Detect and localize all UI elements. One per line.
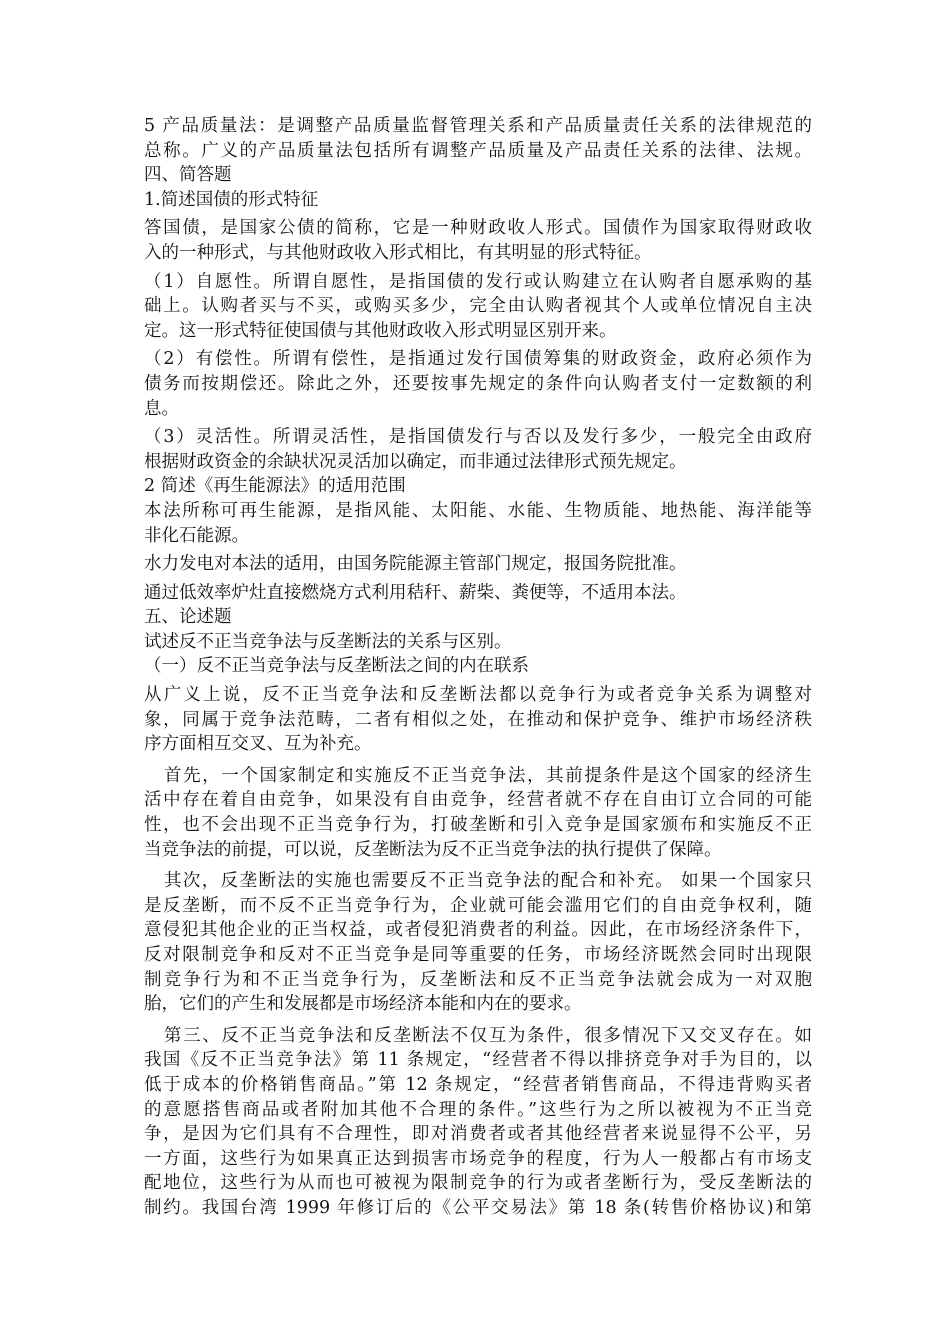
- text-line: 定。这一形式特征使国债与其他财政收入形式明显区别开来。: [144, 320, 617, 341]
- text-line: 从广义上说，反不正当竞争法和反垄断法都以竞争行为或者竞争关系为调整对: [144, 685, 812, 706]
- text-line: 争，是因为它们具有不合理性，即对消费者或者其他经营者来说显得不公平，另: [144, 1124, 812, 1145]
- text-line: 债务而按期偿还。除此之外，还要按事先规定的条件向认购者支付一定数额的利: [144, 373, 812, 394]
- subsection-heading: （一）反不正当竞争法与反垄断法之间的内在联系: [144, 656, 529, 677]
- text-line: 一方面，这些行为如果真正达到损害市场竞争的程度，行为人一般都占有市场支: [144, 1148, 812, 1169]
- question-heading: 2 简述《再生能源法》的适用范围: [144, 476, 406, 497]
- text-line: 入的一种形式，与其他财政收入形式相比，有其明显的形式特征。: [144, 242, 652, 263]
- section-heading: 五、论述题: [144, 607, 232, 628]
- text-line: 根据财政资金的余缺状况灵活加以确定，而非通过法律形式预先规定。: [144, 451, 687, 472]
- text-line: 序方面相互交叉、互为补充。: [144, 734, 372, 755]
- text-line: 水力发电对本法的适用，由国务院能源主管部门规定，报国务院批准。: [144, 554, 687, 575]
- text-line: 首先，一个国家制定和实施反不正当竞争法，其前提条件是这个国家的经济生: [164, 765, 812, 786]
- text-line: （2）有偿性。所谓有偿性，是指通过发行国债筹集的财政资金，政府必须作为: [144, 349, 812, 370]
- text-line: 息。: [144, 398, 179, 419]
- text-line: 本法所称可再生能源，是指风能、太阳能、水能、生物质能、地热能、海洋能等: [144, 500, 812, 521]
- text-line: （1）自愿性。所谓自愿性，是指国债的发行或认购建立在认购者自愿承购的基: [144, 271, 812, 292]
- question-heading: 1.简述国债的形式特征: [144, 189, 319, 210]
- text-line: 答国债，是国家公债的简称，它是一种财政收人形式。国债作为国家取得财政收: [144, 218, 812, 239]
- text-line: 制竞争行为和不正当竞争行为，反垄断法和反不正当竞争法就会成为一对双胞: [144, 969, 812, 990]
- text-line: 是反垄断，而不反不正当竞争行为，企业就可能会滥用它们的自由竞争权利，随: [144, 895, 812, 916]
- text-line: 础上。认购者买与不买，或购买多少，完全由认购者视其个人或单位情况自主决: [144, 296, 812, 317]
- text-line: 通过低效率炉灶直接燃烧方式利用秸秆、薪柴、粪便等，不适用本法。: [144, 582, 687, 603]
- text-line: 配地位，这些行为从而也可被视为限制竞争的行为或者垄断行为，受反垄断法的: [144, 1173, 812, 1194]
- text-line: （3）灵活性。所谓灵活性，是指国债发行与否以及发行多少，一般完全由政府: [144, 427, 812, 448]
- text-line: 意侵犯其他企业的正当权益，或者侵犯消费者的利益。因此，在市场经济条件下，: [144, 920, 812, 941]
- text-line: 反对限制竞争和反对不正当竞争是同等重要的任务，市场经济既然会同时出现限: [144, 945, 812, 965]
- text-line: 我国《反不正当竞争法》第 11 条规定，“经营者不得以排挤竞争对手为目的，以: [144, 1050, 812, 1071]
- text-line: 总称。广义的产品质量法包括所有调整产品质量及产品责任关系的法律、法规。: [144, 140, 812, 161]
- question-heading: 试述反不正当竞争法与反垄断法的关系与区别。: [144, 631, 512, 652]
- text-line: 的意愿搭售商品或者附加其他不合理的条件。”这些行为之所以被视为不正当竞: [144, 1099, 812, 1120]
- text-line: 当竞争法的前提，可以说，反垄断法为反不正当竞争法的执行提供了保障。: [144, 839, 722, 860]
- text-line: 象，同属于竞争法范畴，二者有相似之处，在推动和保护竞争、维护市场经济秩: [144, 709, 812, 730]
- text-line: 第三、反不正当竞争法和反垄断法不仅互为条件，很多情况下又交叉存在。如: [164, 1025, 812, 1046]
- text-line: 低于成本的价格销售商品。”第 12 条规定，“经营者销售商品，不得违背购买者: [144, 1074, 812, 1095]
- text-line: 活中存在着自由竞争，如果没有自由竞争，经营者就不存在自由订立合同的可能: [144, 790, 812, 811]
- section-heading: 四、简答题: [144, 165, 232, 186]
- text-line: 制约。我国台湾 1999 年修订后的《公平交易法》第 18 条(转售价格协议)和第: [144, 1197, 812, 1218]
- text-line: 其次，反垄断法的实施也需要反不正当竞争法的配合和补充。 如果一个国家只: [164, 871, 812, 892]
- text-line: 性，也不会出现不正当竞争行为，打破垄断和引入竞争是国家颁布和实施反不正: [144, 815, 812, 836]
- text-line: 胎，它们的产生和发展都是市场经济本能和内在的要求。: [144, 994, 582, 1015]
- text-line: 非化石能源。: [144, 525, 249, 546]
- text-line: 5 产品质量法：是调整产品质量监督管理关系和产品质量责任关系的法律规范的: [144, 116, 812, 136]
- document-page: [144, 114, 812, 1221]
